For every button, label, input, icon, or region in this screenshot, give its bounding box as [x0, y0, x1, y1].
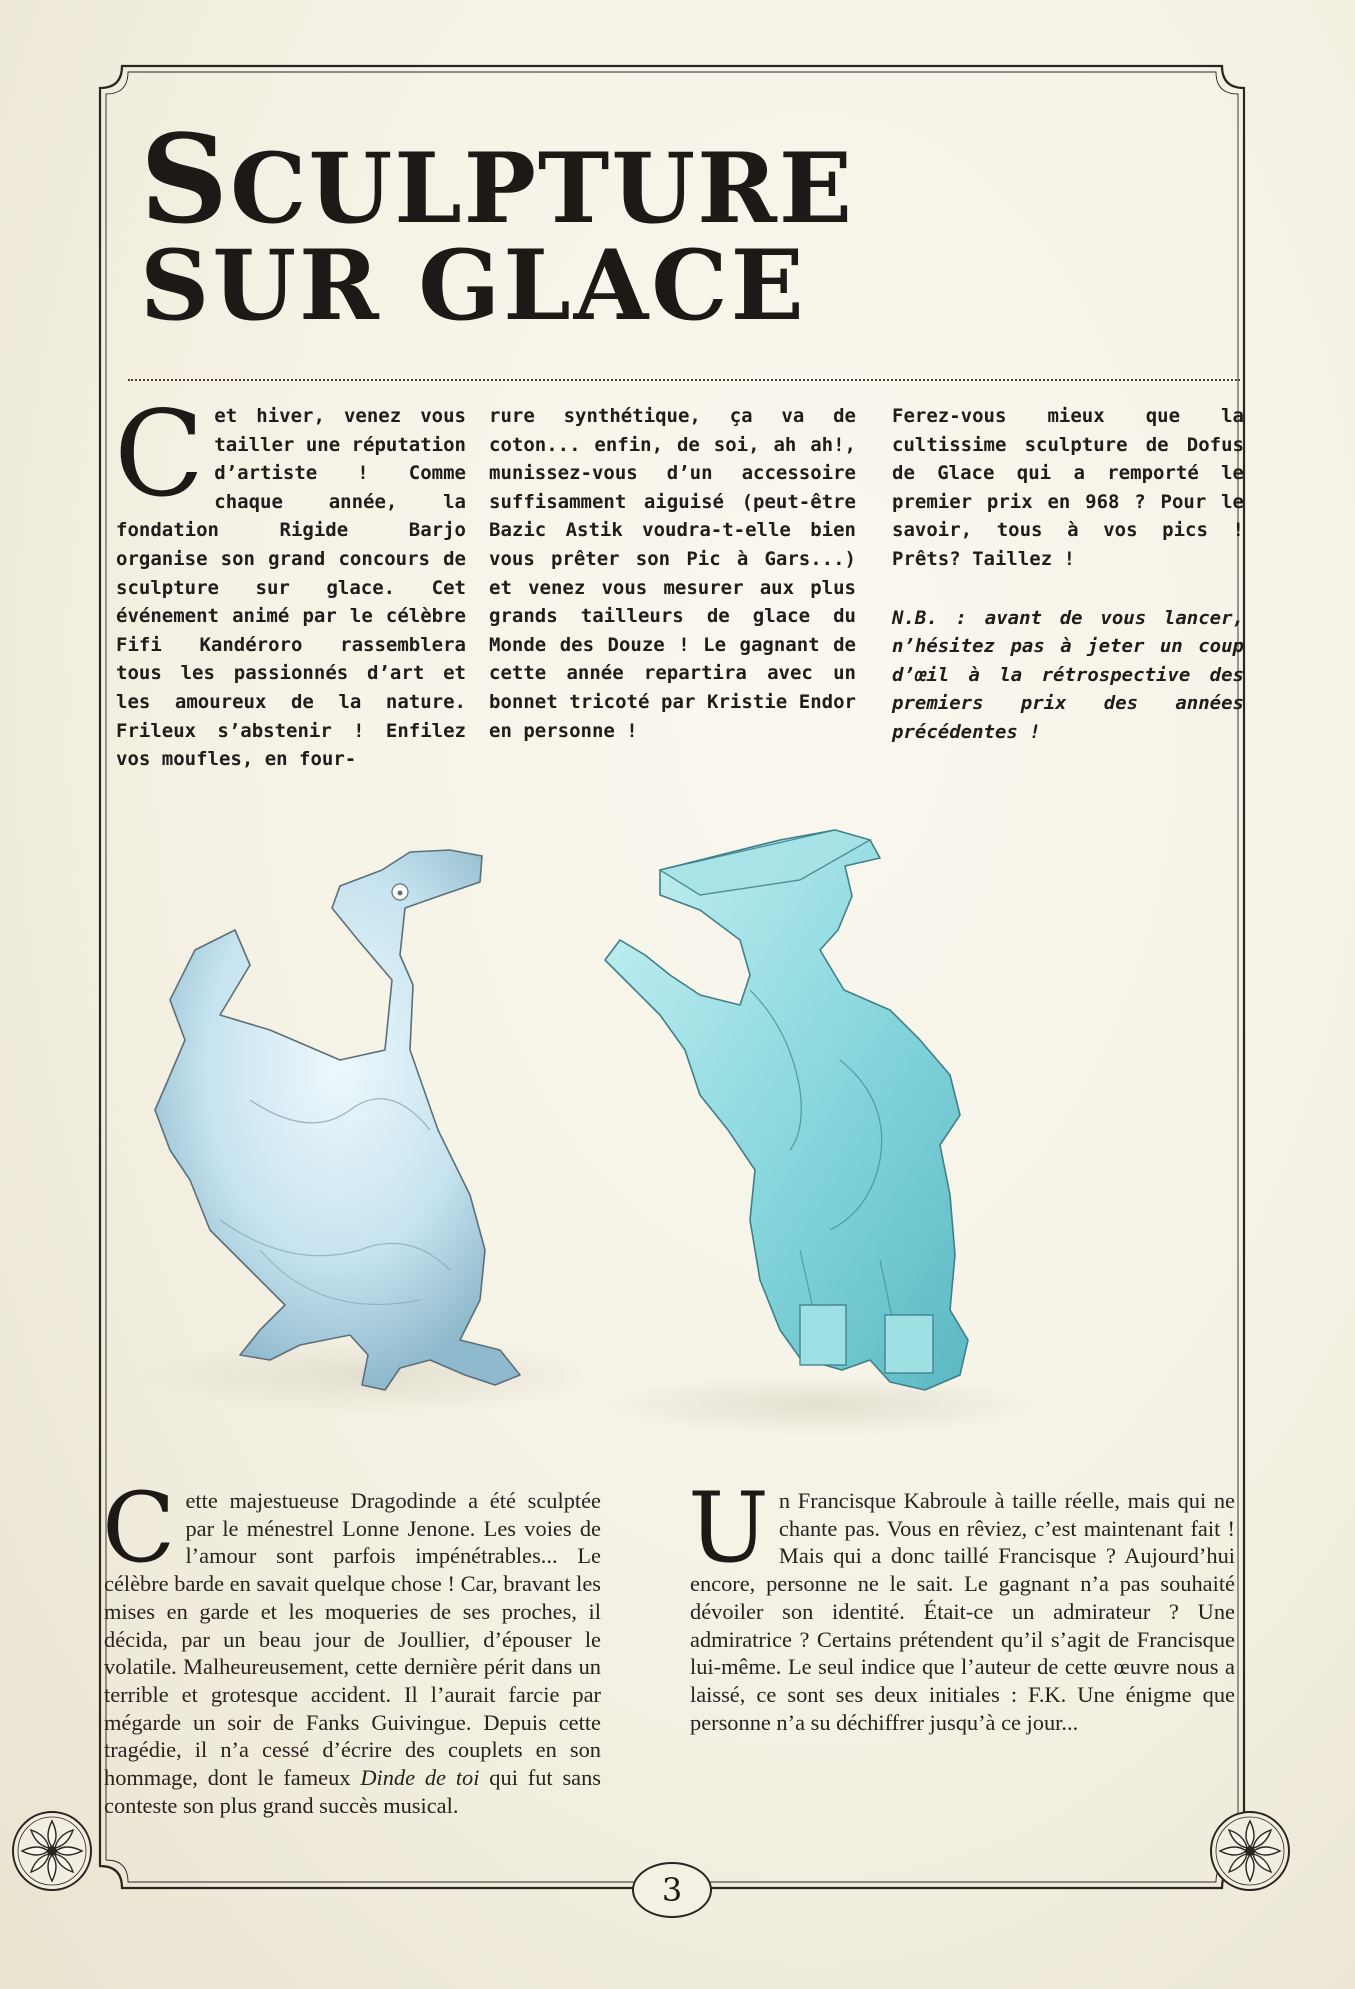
- caption-left-text-part-1: ette majestueuse Dragodinde a été sculptée par le ménestrel Lonne Jenone. Les voies de l’amour sont parfois impénétrables... Le célèbre barde en savait quelque chose ! Car, bravant les mises en garde et les moqueries de ses proches, il décida, par un beau jour de Joullier, d’épouser le volatile. Malheureusement, cette dernière périt dans un terrible et grotesque accident. Il l’aurait farcie par mégarde un soir de Fanks Guivingue. Depuis cette tragédie, il n’a cessé d’écrire des couplets en son hommage, dont le fameux: [104, 1488, 601, 1791]
- caption-left-drop-cap: C: [102, 1472, 176, 1584]
- caption-left-text: [102, 1472, 601, 1819]
- title-line-1: CULPTURE: [230, 132, 855, 245]
- intro-column-3: [892, 402, 1244, 747]
- intro-drop-cap: C: [114, 385, 205, 523]
- title-line-2: SUR GLACE: [140, 229, 807, 342]
- caption-left-text-part-2: qui fut sans conteste son plus grand succès musical.: [104, 1765, 601, 1818]
- intro-column-2: [489, 402, 856, 745]
- title-divider: [128, 379, 1240, 381]
- caption-right-text: n Francisque Kabroule à taille réelle, mais qui ne chante pas. Vous en rêviez, c’est maintenant fait ! Mais qui a donc taillé Francisque ? Aujourd’hui encore, personne ne le sait. Le gagnant n’a pas souhaité dévoiler son identité. Était-ce un admirateur ? Une admiratrice ? Certains prétendent qu’il s’agit de Francisque lui-même. Le seul indice que l’auteur de cette œuvre nous a laissé, ce sont ses deux initiales : F.K. Une énigme que personne n’a su déchiffrer jusqu’à ce jour...: [690, 1488, 1235, 1735]
- page-title: [140, 107, 960, 342]
- title-initial-letter: S: [140, 107, 231, 251]
- caption-francisque: [688, 1472, 1235, 1736]
- dragodinde-ice-sculpture: [140, 850, 600, 1415]
- caption-right-drop-cap: U: [688, 1472, 769, 1584]
- page-number: 3: [632, 1862, 712, 1918]
- nb-note: N.B. : avant de vous lancer, n’hésitez pas à jeter un coup d’œil à la rétrospective des premiers prix des années précédentes !: [892, 606, 1244, 743]
- ice-sculptures-illustration: [100, 800, 1250, 1450]
- caption-dragodinde: [102, 1472, 601, 1819]
- intro-paragraph-2: rure synthétique, ça va de coton... enfin, de soi, ah ah!, munissez-vous d’un accessoire suffisamment aiguisé (peut-être Bazic Astik voudra-t-elle bien vous prêter son Pic à Gars...) et venez vous mesurer aux plus grands tailleurs de glace du Monde des Douze ! Le gagnant de cette année repartira avec un bonnet tricoté par Kristie Endor en personne !: [489, 405, 856, 742]
- intro-paragraph-1: et hiver, venez vous tailler une réputation d’artiste ! Comme chaque année, la fondation Rigide Barjo organise son grand concours de sculpture sur glace. Cet événement animé par le célèbre Fifi Kandéroro rassemblera tous les passionnés d’art et les amoureux de la nature. Frileux s’abstenir ! Enfilez vos moufles, en four-: [116, 405, 466, 771]
- flower-emblem-icon-right: [1208, 1809, 1292, 1893]
- intro-paragraph-3: Ferez-vous mieux que la cultissime sculpture de Dofus de Glace qui a remporté le premier prix en 968 ? Pour le savoir, tous à vos pics ! Prêts? Taillez !: [892, 405, 1244, 570]
- flower-emblem-icon: [10, 1809, 94, 1893]
- intro-column-1: [114, 385, 466, 774]
- song-title: Dinde de toi: [360, 1765, 480, 1791]
- francisque-ice-sculpture: [600, 830, 1040, 1435]
